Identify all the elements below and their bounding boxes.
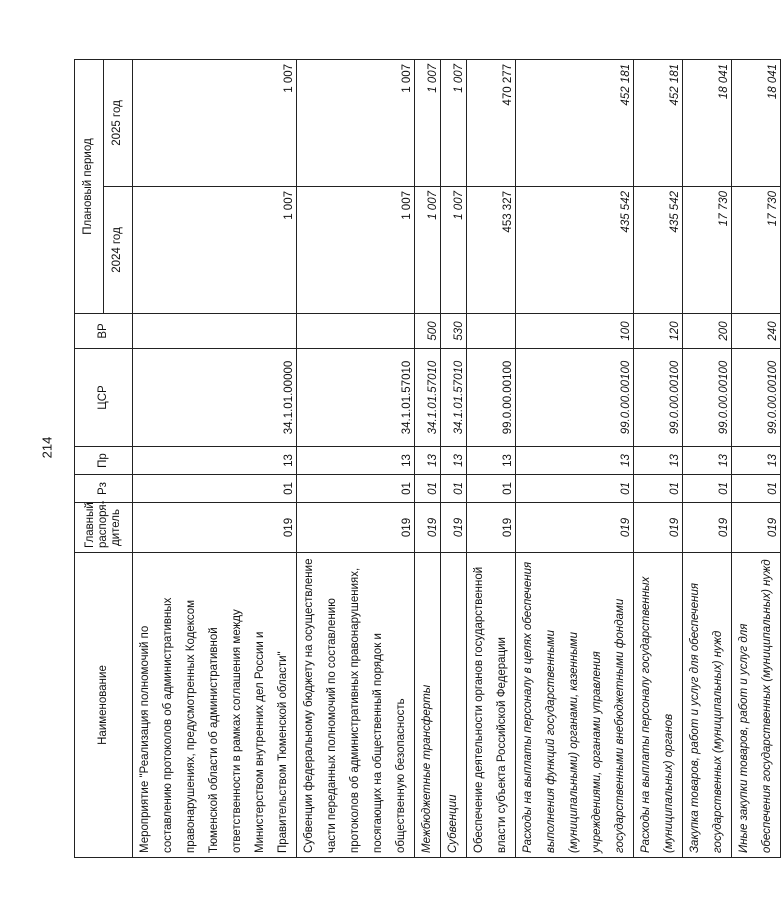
row-2024-cell: 1 007 <box>415 187 441 314</box>
row-pr-cell: 13 <box>441 447 467 475</box>
row-pr-cell: 13 <box>297 447 415 475</box>
row-rz-cell: 01 <box>516 475 634 503</box>
row-pr-cell: 13 <box>133 447 297 475</box>
row-main-manager-cell: 019 <box>297 503 415 553</box>
row-pr-cell: 13 <box>683 447 732 475</box>
row-csr-cell: 99.0.00.00100 <box>467 349 516 447</box>
row-csr-cell: 99.0.00.00100 <box>516 349 634 447</box>
header-planned-period: Плановый период <box>75 59 104 313</box>
row-2025-cell: 18 041 <box>732 59 781 186</box>
row-name-cell: Иные закупки товаров, работ и услуг для обеспечения государственных (муниципальных) нужд <box>732 553 781 858</box>
row-2024-cell: 435 542 <box>634 187 683 314</box>
row-csr-cell: 34.1.01.00000 <box>133 349 297 447</box>
row-2024-cell: 435 542 <box>516 187 634 314</box>
table-row <box>683 59 732 857</box>
row-name-cell: Закупка товаров, работ и услуг для обеспечения государственных (муниципальных) нужд <box>683 553 732 858</box>
row-name-cell: Обеспечение деятельности органов государственной власти субъекта Российской Федерации <box>467 553 516 858</box>
row-2024-cell: 17 730 <box>683 187 732 314</box>
budget-table <box>74 59 781 858</box>
row-csr-cell: 34.1.01.57010 <box>297 349 415 447</box>
row-main-manager-cell: 019 <box>683 503 732 553</box>
row-2025-cell: 470 277 <box>467 59 516 186</box>
row-vr-cell: 100 <box>516 314 634 349</box>
row-rz-cell: 01 <box>133 475 297 503</box>
row-rz-cell: 01 <box>297 475 415 503</box>
row-pr-cell: 13 <box>516 447 634 475</box>
row-2024-cell: 1 007 <box>441 187 467 314</box>
row-pr-cell: 13 <box>467 447 516 475</box>
table-row <box>441 59 467 857</box>
row-rz-cell: 01 <box>467 475 516 503</box>
table-row <box>415 59 441 857</box>
row-2025-cell: 1 007 <box>441 59 467 186</box>
row-rz-cell: 01 <box>732 475 781 503</box>
row-vr-cell: 120 <box>634 314 683 349</box>
rotated-table-container <box>74 60 779 858</box>
row-csr-cell: 99.0.00.00100 <box>683 349 732 447</box>
header-year-2024: 2024 год <box>104 187 133 314</box>
table-row <box>467 59 516 857</box>
row-rz-cell: 01 <box>415 475 441 503</box>
row-rz-cell: 01 <box>634 475 683 503</box>
header-main-manager: Главный распоря-дитель <box>75 503 133 553</box>
row-2024-cell: 1 007 <box>297 187 415 314</box>
row-vr-cell <box>133 314 297 349</box>
row-2025-cell: 452 181 <box>516 59 634 186</box>
row-2025-cell: 18 041 <box>683 59 732 186</box>
row-rz-cell: 01 <box>683 475 732 503</box>
row-pr-cell: 13 <box>732 447 781 475</box>
row-pr-cell: 13 <box>634 447 683 475</box>
row-pr-cell: 13 <box>415 447 441 475</box>
row-csr-cell: 99.0.00.00100 <box>732 349 781 447</box>
row-name-cell: Расходы на выплаты персоналу государственных (муниципальных) органов <box>634 553 683 858</box>
table-row <box>516 59 634 857</box>
row-main-manager-cell: 019 <box>732 503 781 553</box>
row-vr-cell: 200 <box>683 314 732 349</box>
row-2024-cell: 1 007 <box>133 187 297 314</box>
row-2024-cell: 453 327 <box>467 187 516 314</box>
row-2025-cell: 1 007 <box>297 59 415 186</box>
row-rz-cell: 01 <box>441 475 467 503</box>
row-2025-cell: 1 007 <box>415 59 441 186</box>
row-vr-cell <box>297 314 415 349</box>
row-name-cell: Расходы на выплаты персоналу в целях обеспечения выполнения функций государственными (муниципальными) органами, казенными учреждениями, органами управления государственными внебюджетными фондами <box>516 553 634 858</box>
row-main-manager-cell: 019 <box>634 503 683 553</box>
row-vr-cell: 240 <box>732 314 781 349</box>
row-vr-cell <box>467 314 516 349</box>
row-main-manager-cell: 019 <box>441 503 467 553</box>
row-name-cell: Межбюджетные трансферты <box>415 553 441 858</box>
row-vr-cell: 500 <box>415 314 441 349</box>
row-name-cell: Мероприятие "Реализация полномочий по составлению протоколов об административных правонарушениях, предусмотренных Кодексом Тюменской области об административной ответственности в рамках соглашения между Министерством внутренних дел России и Правительством Тюменской области" <box>133 553 297 858</box>
row-2024-cell: 17 730 <box>732 187 781 314</box>
row-2025-cell: 1 007 <box>133 59 297 186</box>
table-row <box>133 59 297 857</box>
row-vr-cell: 530 <box>441 314 467 349</box>
row-name-cell: Субвенции <box>441 553 467 858</box>
table-row <box>297 59 415 857</box>
table-body <box>133 59 781 857</box>
row-name-cell: Субвенции федеральному бюджету на осуществление части переданных полномочий по составлению протоколов об административных правонарушениях, посягающих на общественный порядок и общественную безопасность <box>297 553 415 858</box>
row-main-manager-cell: 019 <box>467 503 516 553</box>
row-csr-cell: 34.1.01.57010 <box>441 349 467 447</box>
header-vr: ВР <box>75 314 133 349</box>
row-csr-cell: 99.0.00.00100 <box>634 349 683 447</box>
row-main-manager-cell: 019 <box>516 503 634 553</box>
row-csr-cell: 34.1.01.57010 <box>415 349 441 447</box>
row-2025-cell: 452 181 <box>634 59 683 186</box>
header-rz: Рз <box>75 475 133 503</box>
row-main-manager-cell: 019 <box>415 503 441 553</box>
page-number: 214 <box>39 436 55 459</box>
table-row <box>732 59 781 857</box>
header-year-2025: 2025 год <box>104 59 133 186</box>
row-main-manager-cell: 019 <box>133 503 297 553</box>
header-csr: ЦСР <box>75 349 133 447</box>
header-name: Наименование <box>75 553 133 858</box>
table-row <box>634 59 683 857</box>
header-pr: Пр <box>75 447 133 475</box>
